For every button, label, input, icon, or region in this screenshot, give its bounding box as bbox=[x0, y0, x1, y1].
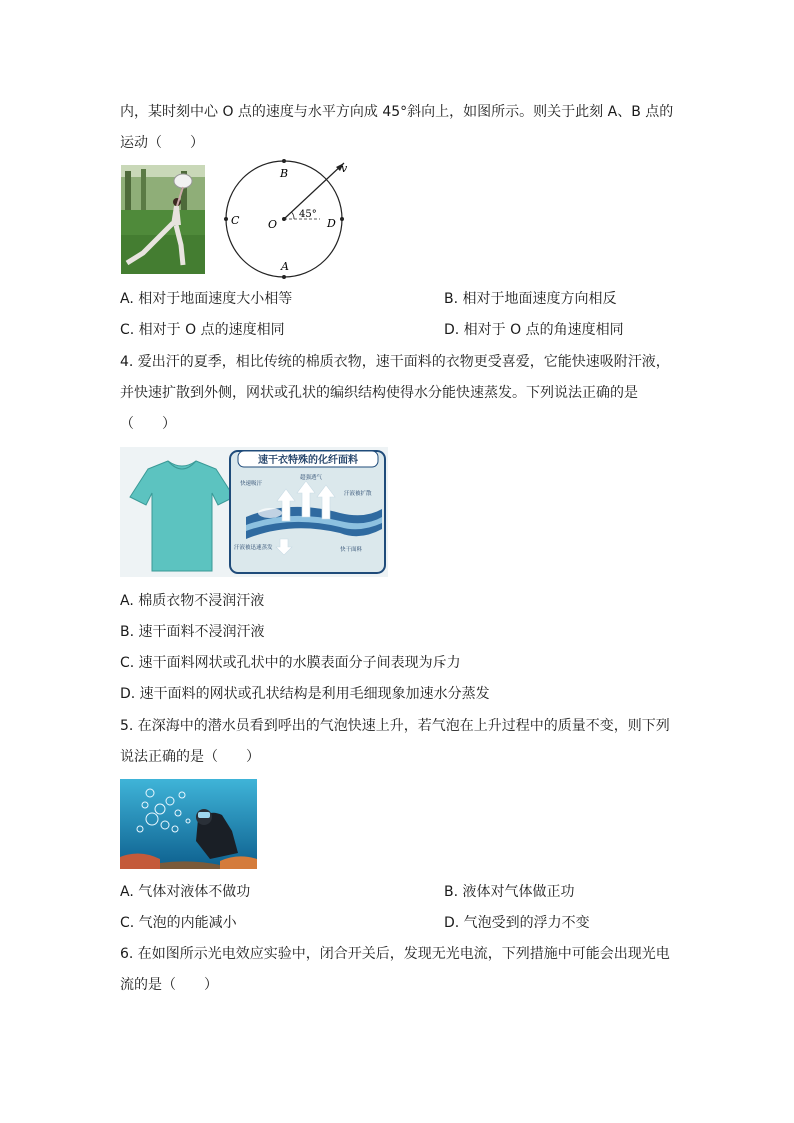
q4-option-c[interactable]: C. 速干面料网状或孔状中的水膜表面分子间表现为斥力 bbox=[120, 655, 461, 671]
label-fabric: 快干面料 bbox=[340, 547, 363, 553]
q3-option-b[interactable]: B. 相对于地面速度方向相反 bbox=[444, 291, 617, 307]
q3-option-d[interactable]: D. 相对于 O 点的角速度相同 bbox=[444, 322, 624, 338]
q3-option-c[interactable]: C. 相对于 O 点的速度相同 bbox=[120, 322, 285, 338]
q3-stem-line2: 运动（ ） bbox=[120, 135, 204, 151]
label-absorb: 快速吸汗 bbox=[240, 481, 263, 487]
label-angle: 45° bbox=[299, 209, 317, 220]
label-v: v bbox=[341, 162, 348, 175]
label-o: O bbox=[268, 218, 278, 231]
q4-stem-line1: 4. 爱出汗的夏季，相比传统的棉质衣物，速干面料的衣物更受喜爱，它能快速吸附汗液， bbox=[120, 354, 670, 370]
label-a: A bbox=[281, 260, 289, 273]
q4-option-b[interactable]: B. 速干面料不浸润汗液 bbox=[120, 624, 265, 640]
q6-stem-line1: 6. 在如图所示光电效应实验中，闭合开关后，发现无光电流，下列措施中可能会出现光电 bbox=[120, 946, 670, 962]
q5-stem-line2: 说法正确的是（ ） bbox=[120, 749, 260, 765]
frisbee-photo bbox=[121, 165, 205, 274]
q3-stem-line1: 内，某时刻中心 O 点的速度与水平方向成 45°斜向上，如图所示。则关于此刻 A、B 点的 bbox=[120, 104, 674, 120]
q5-option-d[interactable]: D. 气泡受到的浮力不变 bbox=[444, 915, 590, 931]
label-breath: 超强透气 bbox=[300, 475, 323, 481]
q5-stem-line1: 5. 在深海中的潜水员看到呼出的气泡快速上升，若气泡在上升过程中的质量不变，则下列 bbox=[120, 718, 670, 734]
q5-option-b[interactable]: B. 液体对气体做正功 bbox=[444, 884, 575, 900]
label-b: B bbox=[280, 167, 289, 180]
rotation-diagram bbox=[222, 157, 352, 279]
q4-stem-line3: （ ） bbox=[120, 416, 176, 432]
quick-dry-fabric-figure bbox=[120, 447, 388, 577]
q6-stem-line2: 流的是（ ） bbox=[120, 977, 218, 993]
q3-option-a[interactable]: A. 相对于地面速度大小相等 bbox=[120, 291, 293, 307]
q4-stem-line2: 并快速扩散到外侧，网状或孔状的编织结构使得水分能快速蒸发。下列说法正确的是 bbox=[120, 385, 638, 401]
q4-option-a[interactable]: A. 棉质衣物不浸润汗液 bbox=[120, 593, 265, 609]
label-spread: 汗液被扩散 bbox=[344, 491, 372, 497]
q5-option-c[interactable]: C. 气泡的内能减小 bbox=[120, 915, 237, 931]
label-d: D bbox=[327, 217, 336, 230]
diver-photo bbox=[120, 779, 257, 869]
q5-option-a[interactable]: A. 气体对液体不做功 bbox=[120, 884, 251, 900]
label-c: C bbox=[231, 214, 240, 227]
q4-option-d[interactable]: D. 速干面料的网状或孔状结构是利用毛细现象加速水分蒸发 bbox=[120, 686, 490, 702]
fabric-title: 速干衣特殊的化纤面料 bbox=[258, 455, 358, 466]
label-evap: 汗液被迅速蒸发 bbox=[234, 545, 273, 551]
